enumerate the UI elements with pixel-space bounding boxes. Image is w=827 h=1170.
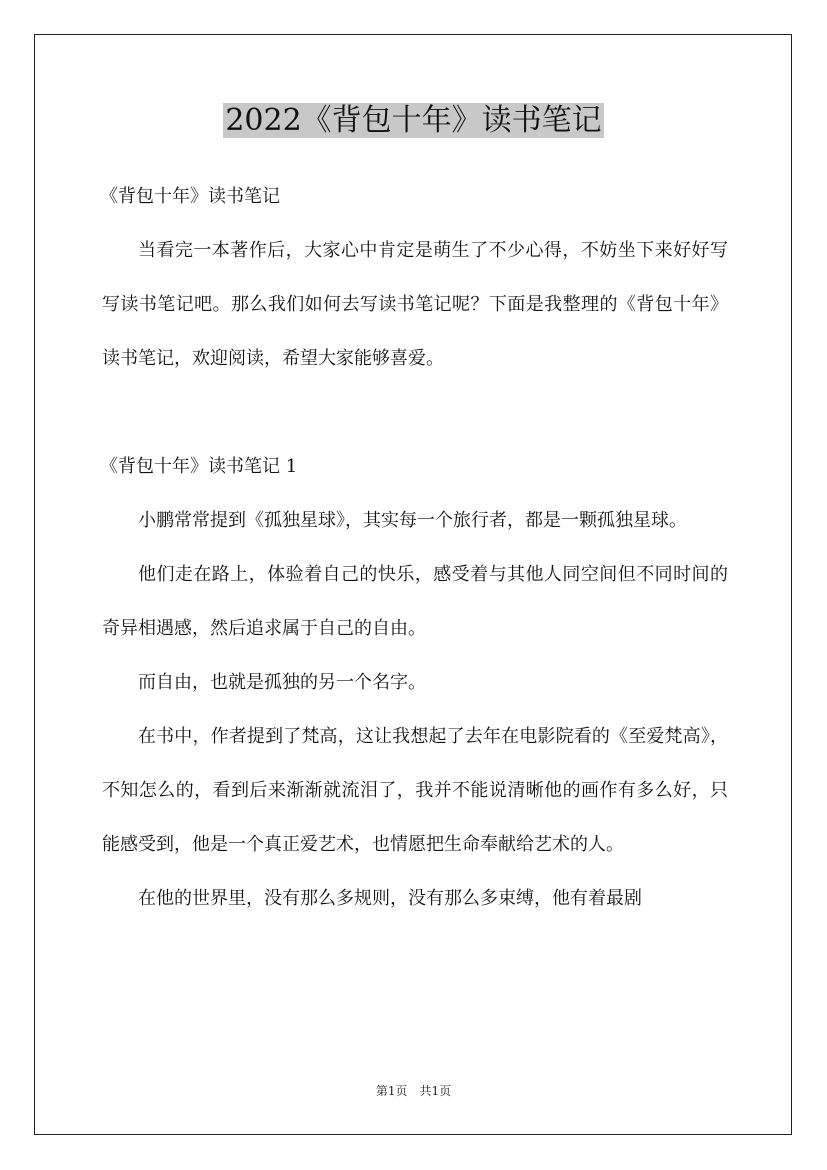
document-title xyxy=(0,100,827,142)
page-footer xyxy=(0,1083,827,1099)
body-paragraph-5: 在他的世界里，没有那么多规则，没有那么多束缚，他有着最剧 xyxy=(138,888,642,909)
body-paragraph-4: 在书中，作者提到了梵高，这让我想起了去年在电影院看的《至爱梵高》，不知怎么的，看到后来渐渐就流泪了，我并不能说清晰他的画作有多么好，只能感受到，他是一个真正爱艺术，也情愿把生命奉献给艺术的人。 xyxy=(102,726,728,855)
intro-heading: 《背包十年》读书笔记 xyxy=(100,186,280,207)
document-body xyxy=(102,170,728,926)
body-paragraph-2: 他们走在路上，体验着自己的快乐，感受着与其他人同空间但不同时间的奇异相遇感，然后追求属于自己的自由。 xyxy=(102,564,728,639)
intro-paragraph: 当看完一本著作后，大家心中肯定是萌生了不少心得，不妨坐下来好好写写读书笔记吧。那么我们如何去写读书笔记呢？下面是我整理的《背包十年》读书笔记，欢迎阅读，希望大家能够喜爱。 xyxy=(102,240,728,369)
document-title-text: 2022《背包十年》读书笔记 xyxy=(225,103,602,138)
section-heading: 《背包十年》读书笔记 1 xyxy=(100,456,298,477)
page-number: 第1页 共1页 xyxy=(375,1084,452,1098)
paragraph-spacer xyxy=(102,386,728,440)
body-paragraph-3: 而自由，也就是孤独的另一个名字。 xyxy=(138,672,426,693)
body-paragraph-1: 小鹏常常提到《孤独星球》，其实每一个旅行者，都是一颗孤独星球。 xyxy=(138,510,687,531)
